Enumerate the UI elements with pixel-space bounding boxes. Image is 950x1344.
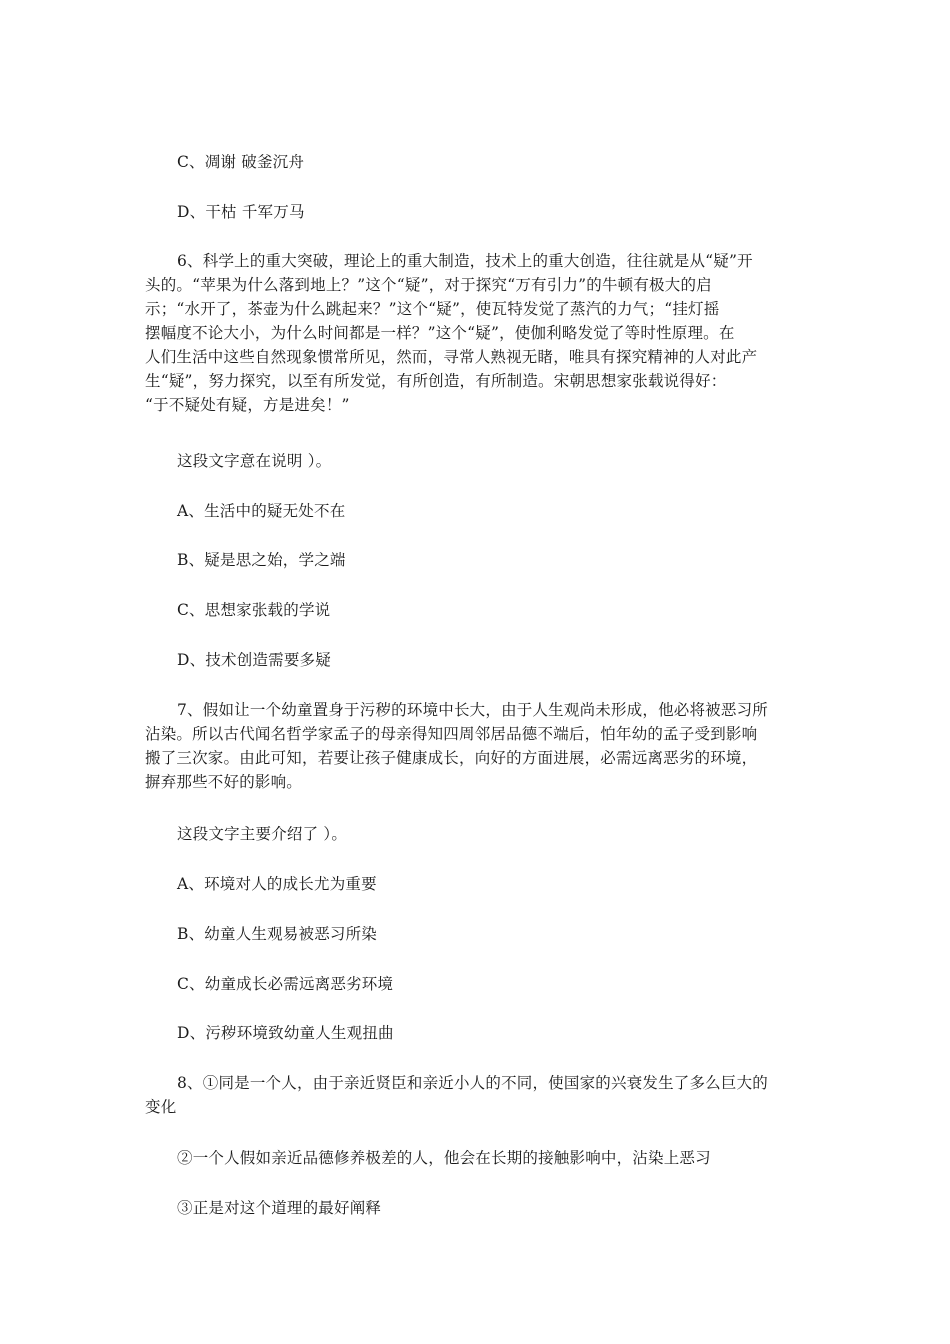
q7-passage-line: 7、假如让一个幼童置身于污秽的环境中长大，由于人生观尚未形成，他必将被恶习所 — [177, 701, 768, 719]
q6-question: 这段文字意在说明 ）。 — [177, 452, 332, 470]
q7-passage-line: 摒弃那些不好的影响。 — [145, 773, 303, 791]
q5-option-c: C、凋谢 破釜沉舟 — [177, 153, 305, 171]
q6-option-b: B、疑是思之始，学之端 — [177, 551, 346, 569]
q6-passage-line: 6、科学上的重大突破，理论上的重大制造，技术上的重大创造，往往就是从“疑”开 — [177, 252, 753, 270]
q6-option-c: C、思想家张载的学说 — [177, 601, 331, 619]
q6-option-d: D、技术创造需要多疑 — [177, 651, 331, 669]
q6-passage-line: 人们生活中这些自然现象惯常所见，然而，寻常人熟视无睹，唯具有探究精神的人对此产 — [145, 348, 758, 366]
q7-option-d: D、污秽环境致幼童人生观扭曲 — [177, 1024, 394, 1042]
q7-option-c: C、幼童成长必需远离恶劣环境 — [177, 975, 394, 993]
q5-option-d: D、干枯 千军万马 — [177, 203, 305, 221]
q8-line-3: ③正是对这个道理的最好阐释 — [177, 1199, 382, 1217]
q6-passage-line: 摆幅度不论大小，为什么时间都是一样？”这个“疑”，使伽利略发觉了等时性原理。在 — [145, 324, 735, 342]
q7-option-a: A、环境对人的成长尤为重要 — [177, 875, 377, 893]
q7-passage-line: 沾染。所以古代闻名哲学家孟子的母亲得知四周邻居品德不端后，怕年幼的孟子受到影响 — [145, 725, 758, 743]
q6-passage-line: “于不疑处有疑，方是进矣！” — [145, 396, 350, 414]
q8-line-1: 8、①同是一个人，由于亲近贤臣和亲近小人的不同，使国家的兴衰发生了多么巨大的 — [177, 1074, 768, 1092]
q7-passage-line: 搬了三次家。由此可知，若要让孩子健康成长，向好的方面进展，必需远离恶劣的环境， — [145, 749, 758, 767]
q8-line-1-continued: 变化 — [145, 1098, 177, 1116]
q7-option-b: B、幼童人生观易被恶习所染 — [177, 925, 377, 943]
q6-passage-line: 头的。“苹果为什么落到地上？”这个“疑”，对于探究“万有引力”的牛顿有极大的启 — [145, 276, 712, 294]
q6-option-a: A、生活中的疑无处不在 — [177, 502, 346, 520]
q6-passage-line: 示；“水开了，茶壶为什么跳起来？”这个“疑”，使瓦特发觉了蒸汽的力气；“挂灯摇 — [145, 300, 720, 318]
q6-passage-line: 生“疑”，努力探究，以至有所发觉，有所创造，有所制造。宋朝思想家张载说得好： — [145, 372, 727, 390]
q7-question: 这段文字主要介绍了 ）。 — [177, 825, 348, 843]
q8-line-2: ②一个人假如亲近品德修养极差的人，他会在长期的接触影响中，沾染上恶习 — [177, 1149, 711, 1167]
